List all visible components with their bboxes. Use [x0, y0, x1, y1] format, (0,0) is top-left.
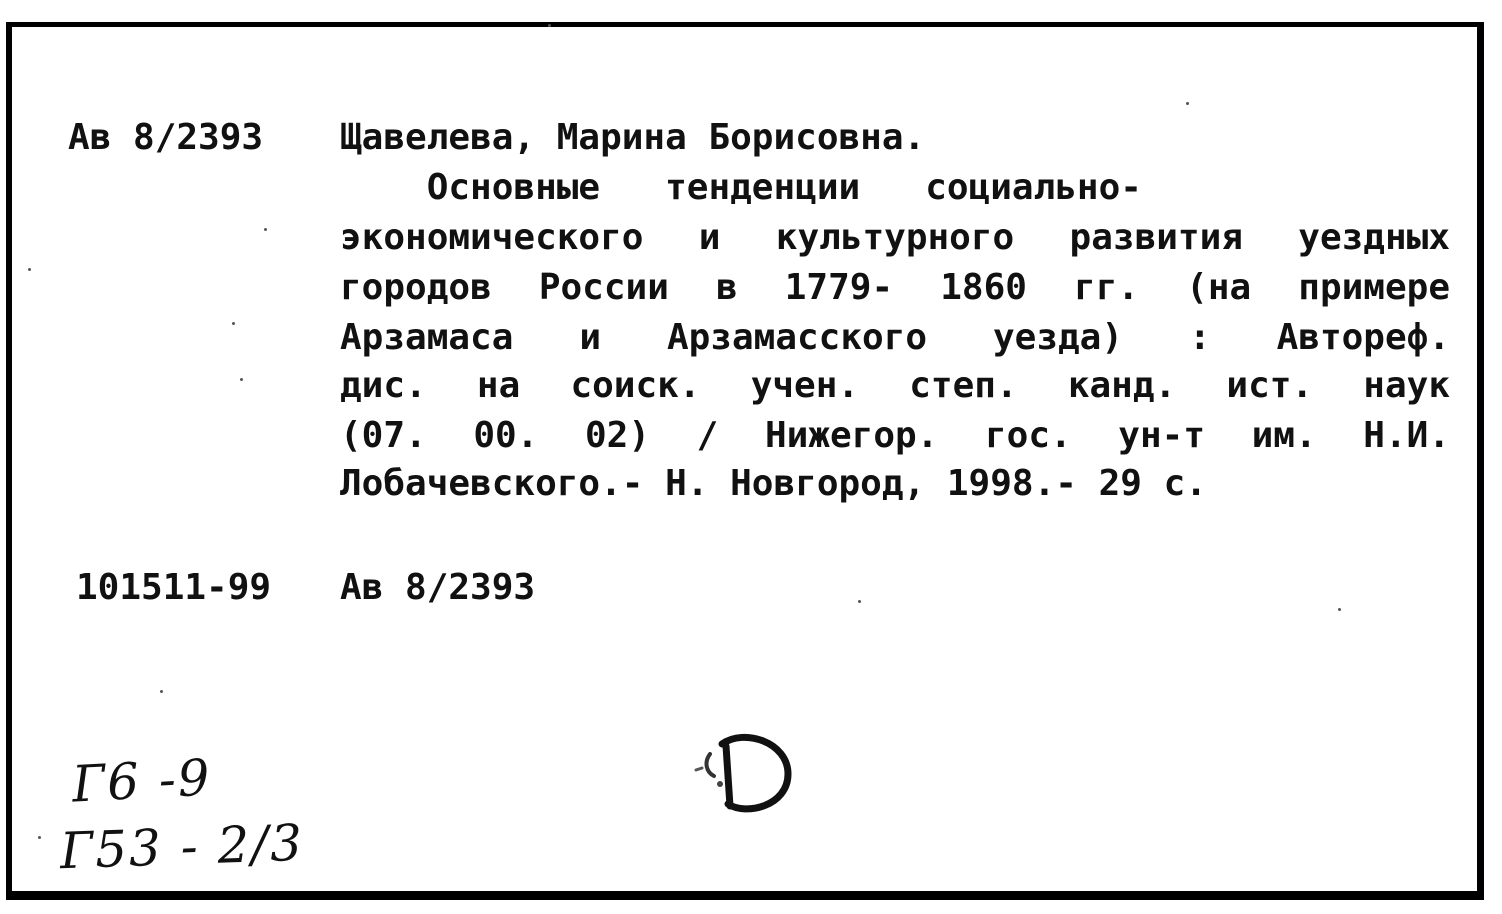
title-line-3: городов России в 1779- 1860 гг. (на примере — [340, 267, 1450, 308]
title-line-2: экономического и культурного развития уездных — [340, 217, 1450, 258]
speck — [38, 836, 41, 839]
title-line-5: дис. на соиск. учен. степ. канд. ист. наук — [340, 365, 1450, 406]
title-line-1: Основные тенденции социально- — [340, 167, 1142, 208]
speck — [548, 24, 551, 27]
repeat-shelf-mark: Ав 8/2393 — [340, 567, 536, 608]
speck — [264, 228, 267, 231]
library-stamp-icon — [684, 724, 804, 824]
shelf-mark: Ав 8/2393 — [68, 117, 264, 158]
title-line-7: Лобачевского.- Н. Новгород, 1998.- 29 с. — [340, 463, 1207, 504]
author-name: Щавелева, Марина Борисовна. — [340, 117, 926, 158]
title-line-4: Арзамаса и Арзамасского уезда) : Автореф. — [340, 317, 1450, 358]
inventory-number: 101511-99 — [76, 567, 272, 608]
speck — [232, 322, 235, 325]
speck — [160, 690, 163, 693]
speck — [1338, 608, 1341, 611]
speck — [1186, 102, 1189, 105]
speck — [858, 600, 861, 603]
speck — [28, 268, 31, 271]
title-line-6: (07. 00. 02) / Нижегор. гос. ун-т им. Н.И. — [340, 415, 1450, 456]
speck — [240, 378, 243, 381]
handwritten-note-2: Г53 - 2/3 — [59, 813, 305, 881]
handwritten-note-1: Г6 -9 — [70, 748, 213, 814]
